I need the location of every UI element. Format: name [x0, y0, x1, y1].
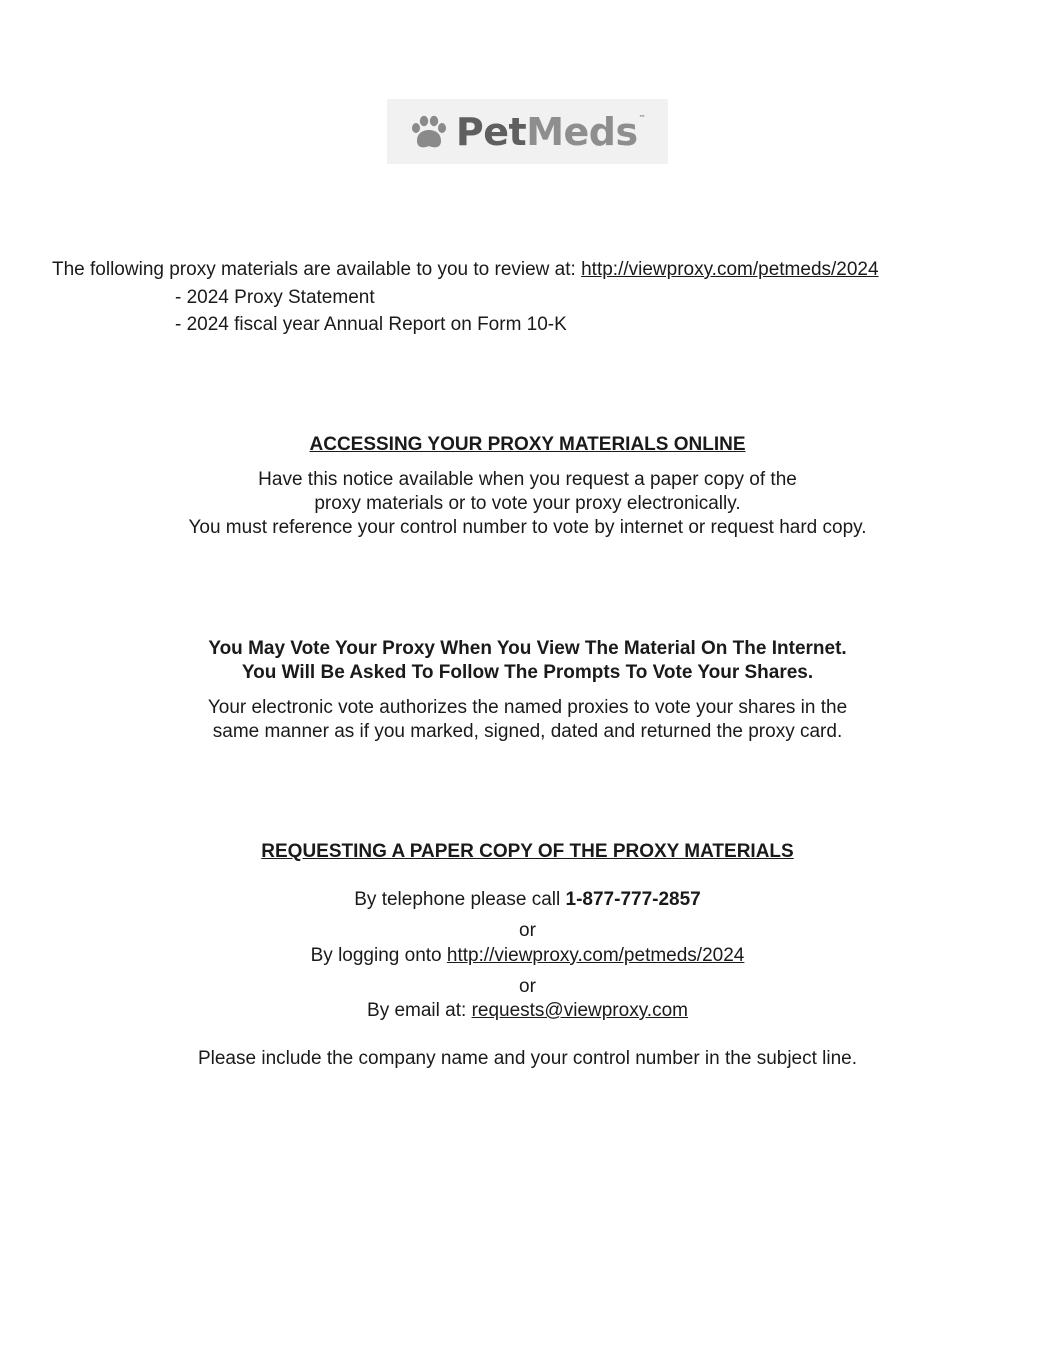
- logging-prefix: By logging onto: [310, 945, 447, 966]
- accessing-line-3: You must reference your control number to vote by internet or request hard copy.: [188, 517, 867, 538]
- logging-line: [0, 944, 1055, 968]
- telephone-line: [0, 888, 1055, 912]
- subject-line-note: Please include the company name and your control number in the subject line.: [197, 1048, 858, 1069]
- telephone-prefix: By telephone please call: [354, 889, 566, 910]
- logo-wordmark: [455, 109, 646, 154]
- telephone-number: 1-877-777-2857: [565, 889, 701, 910]
- email-link[interactable]: requests@viewproxy.com: [471, 1000, 688, 1021]
- logo-word-pet: Pet: [455, 109, 527, 154]
- or-separator-2: or: [519, 976, 536, 997]
- or-separator-1: or: [519, 920, 536, 941]
- accessing-line-2: proxy materials or to vote your proxy electronically.: [314, 493, 741, 514]
- logging-url-link[interactable]: http://viewproxy.com/petmeds/2024: [446, 945, 745, 966]
- paw-icon: [410, 113, 448, 151]
- accessing-heading: ACCESSING YOUR PROXY MATERIALS ONLINE: [309, 434, 746, 455]
- logo-trademark: ™: [638, 113, 646, 122]
- requesting-heading: REQUESTING A PAPER COPY OF THE PROXY MATERIALS: [261, 841, 794, 862]
- vote-bold-line-2: You Will Be Asked To Follow The Prompts To Vote Your Shares.: [241, 662, 814, 683]
- intro-text: The following proxy materials are available to you to review at:: [52, 259, 582, 280]
- logo-word-meds: Meds: [526, 109, 638, 154]
- intro-item-annual-report: - 2024 fiscal year Annual Report on Form 10-K: [175, 314, 567, 335]
- petmeds-logo: [387, 99, 668, 164]
- logo-inner: [410, 109, 646, 154]
- intro-line: [52, 258, 879, 282]
- vote-line-2: same manner as if you marked, signed, dated and returned the proxy card.: [212, 721, 843, 742]
- accessing-line-1: Have this notice available when you request a paper copy of the: [258, 469, 797, 490]
- vote-bold-line-1: You May Vote Your Proxy When You View The Material On The Internet.: [208, 638, 847, 659]
- email-prefix: By email at:: [367, 1000, 472, 1021]
- email-line: [0, 999, 1055, 1023]
- intro-item-proxy-statement: - 2024 Proxy Statement: [175, 287, 375, 308]
- intro-url-link[interactable]: http://viewproxy.com/petmeds/2024: [581, 259, 879, 280]
- vote-line-1: Your electronic vote authorizes the named proxies to vote your shares in the: [207, 697, 848, 718]
